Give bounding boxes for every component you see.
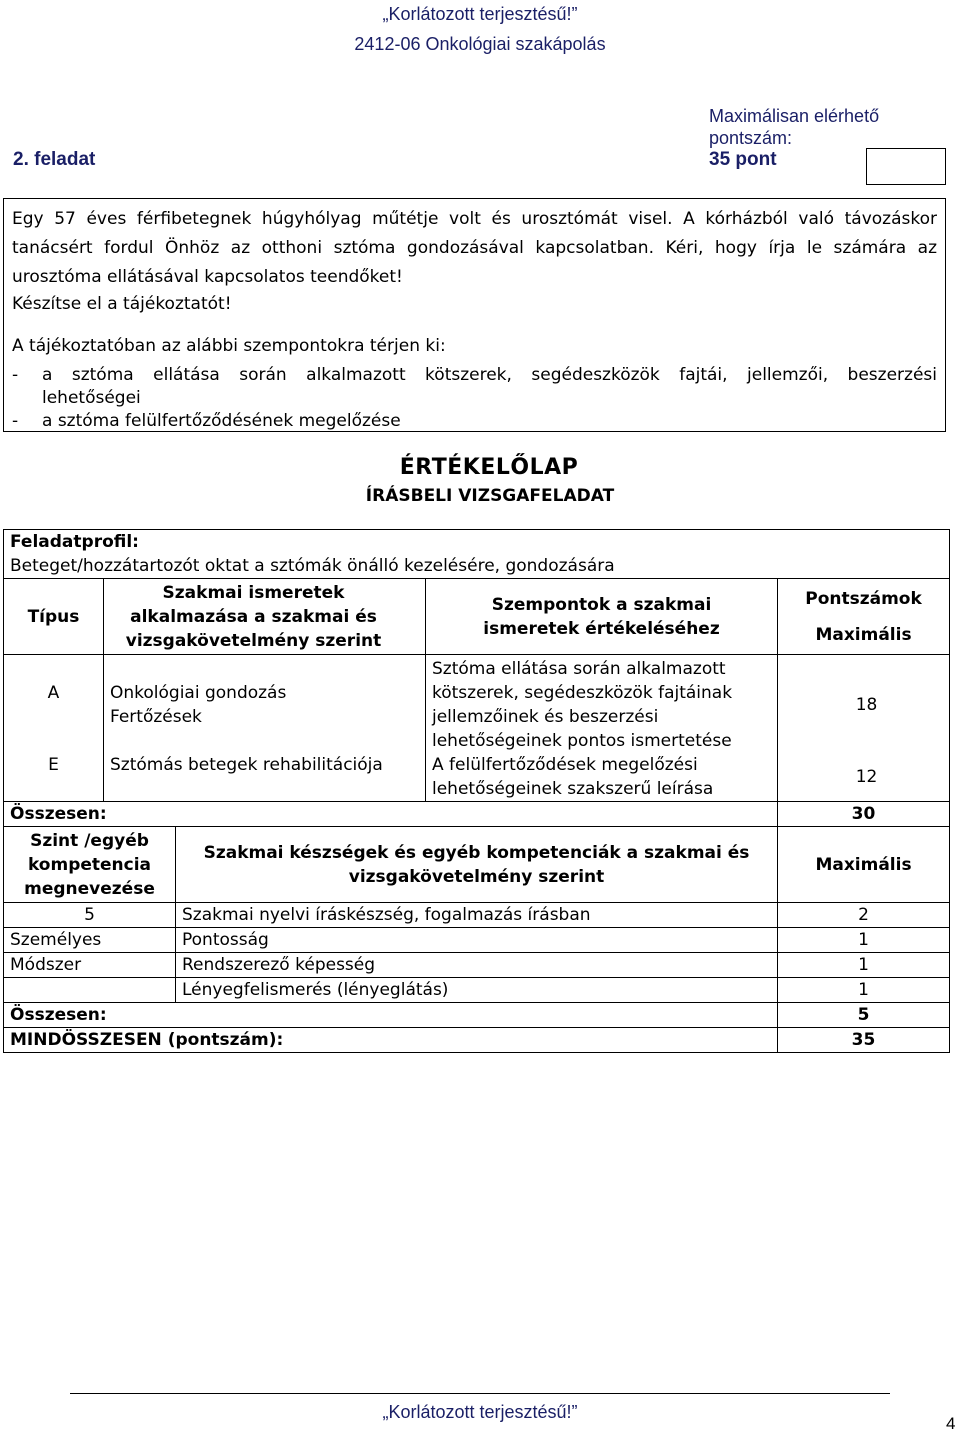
col-type-header: Típus xyxy=(4,579,104,655)
col-points-header: Pontszámok xyxy=(805,588,922,609)
max-points-label-2: pontszám: xyxy=(709,128,793,148)
restricted-notice-header: „Korlátozott terjesztésű!” xyxy=(382,4,578,24)
row1-type: A xyxy=(4,655,104,754)
col-max-header: Maximális xyxy=(815,624,912,645)
evaluation-table xyxy=(3,529,950,1053)
course-code-header: 2412-06 Onkológiai szakápolás xyxy=(354,34,606,54)
row1-knowledge-1: Onkológiai gondozás xyxy=(110,683,287,703)
knowledge-header-row xyxy=(4,579,950,655)
achieved-points-box[interactable] xyxy=(866,148,946,185)
skill-points: 1 xyxy=(778,978,950,1003)
profile-text-row xyxy=(4,554,950,579)
skill-row xyxy=(4,953,950,978)
task-desc-line-1: Egy 57 éves férfibetegnek húgyhólyag műtétje volt és urosztómát visel. A kórházból való távozáskor xyxy=(12,209,937,229)
task-description-box xyxy=(3,198,946,432)
restricted-notice-footer: „Korlátozott terjesztésű!” xyxy=(382,1402,578,1422)
skill-points: 2 xyxy=(778,903,950,928)
max-points-value: 35 pont xyxy=(709,149,777,170)
profile-label-row xyxy=(4,530,950,555)
row2-criteria: A felülfertőződések megelőzési lehetőségeinek szakszerű leírása xyxy=(426,753,778,802)
eval-title: ÉRTÉKELŐLAP xyxy=(399,455,579,480)
criteria-row xyxy=(4,753,950,802)
sum2-label: Összesen: xyxy=(4,1003,778,1028)
skill-level: Módszer xyxy=(4,953,176,978)
col-knowledge-header: Szakmai ismeretek alkalmazása a szakmai és vizsgakövetelmény szerint xyxy=(104,579,426,655)
sum1-label: Összesen: xyxy=(4,802,778,827)
subtotal-row xyxy=(4,802,950,827)
skill-level: 5 xyxy=(4,903,176,928)
skill-name: Szakmai nyelvi íráskészség, fogalmazás írásban xyxy=(176,903,778,928)
row2-points: 12 xyxy=(778,753,950,802)
aspect-1-text: a sztóma ellátása során alkalmazott kötszerek, segédeszközök fajtái, jellemzői, beszerzési xyxy=(42,365,937,385)
row1-knowledge-2: Fertőzések xyxy=(110,707,202,727)
grand-total-row xyxy=(4,1028,950,1053)
row2-type: E xyxy=(4,753,104,802)
skill-row xyxy=(4,903,950,928)
total-value: 35 xyxy=(778,1028,950,1053)
task-title: 2. feladat xyxy=(13,149,96,170)
sum2-value: 5 xyxy=(778,1003,950,1028)
skill-name: Lényegfelismerés (lényeglátás) xyxy=(176,978,778,1003)
sum1-value: 30 xyxy=(778,802,950,827)
col-skills-header: Szakmai készségek és egyéb kompetenciák a szakmai és vizsgakövetelmény szerint xyxy=(176,827,778,903)
skill-level: Személyes xyxy=(4,928,176,953)
task-desc-line-4: Készítse el a tájékoztatót! xyxy=(12,294,232,314)
skill-name: Rendszerező képesség xyxy=(176,953,778,978)
aspect-1-dash: - xyxy=(12,365,19,385)
page-number: 4 xyxy=(946,1414,956,1433)
total-label: MINDÖSSZESEN (pontszám): xyxy=(4,1028,778,1053)
subtotal-row xyxy=(4,1003,950,1028)
aspect-2-dash: - xyxy=(12,411,19,431)
max-points-label-1: Maximálisan elérhető xyxy=(709,106,880,126)
profile-label: Feladatprofil: xyxy=(4,530,950,555)
skill-points: 1 xyxy=(778,928,950,953)
aspects-intro: A tájékoztatóban az alábbi szempontokra térjen ki: xyxy=(12,336,446,356)
footer-divider xyxy=(70,1393,890,1394)
row1-criteria: Sztóma ellátása során alkalmazott kötszerek, segédeszközök fajtáinak jellemzőinek és beszerzési lehetőségeinek pontos ismertetése xyxy=(426,655,778,754)
row1-points: 18 xyxy=(778,655,950,754)
eval-subtitle: ÍRÁSBELI VIZSGAFELADAT xyxy=(365,486,615,506)
skills-header-row xyxy=(4,827,950,903)
task-desc-line-2: tanácsért fordul Önhöz az otthoni sztóma gondozásával kapcsolatban. Kéri, hogy írja le számára az xyxy=(12,238,937,258)
skill-points: 1 xyxy=(778,953,950,978)
col-criteria-header: Szempontok a szakmai ismeretek értékeléséhez xyxy=(426,579,778,655)
row2-knowledge: Sztómás betegek rehabilitációja xyxy=(104,753,426,802)
task-desc-line-3: urosztóma ellátásával kapcsolatos teendőket! xyxy=(12,267,403,287)
aspect-2-text: a sztóma felülfertőződésének megelőzése xyxy=(42,411,401,431)
criteria-row xyxy=(4,655,950,754)
skill-name: Pontosság xyxy=(176,928,778,953)
profile-text: Beteget/hozzátartozót oktat a sztómák önálló kezelésére, gondozására xyxy=(4,554,950,579)
skill-row xyxy=(4,928,950,953)
col-level-header: Szint /egyéb kompetencia megnevezése xyxy=(4,827,176,903)
skill-row xyxy=(4,978,950,1003)
col-max-header-2: Maximális xyxy=(778,827,950,903)
aspect-1-text-cont: lehetőségei xyxy=(42,388,141,408)
skill-level xyxy=(4,978,176,1003)
